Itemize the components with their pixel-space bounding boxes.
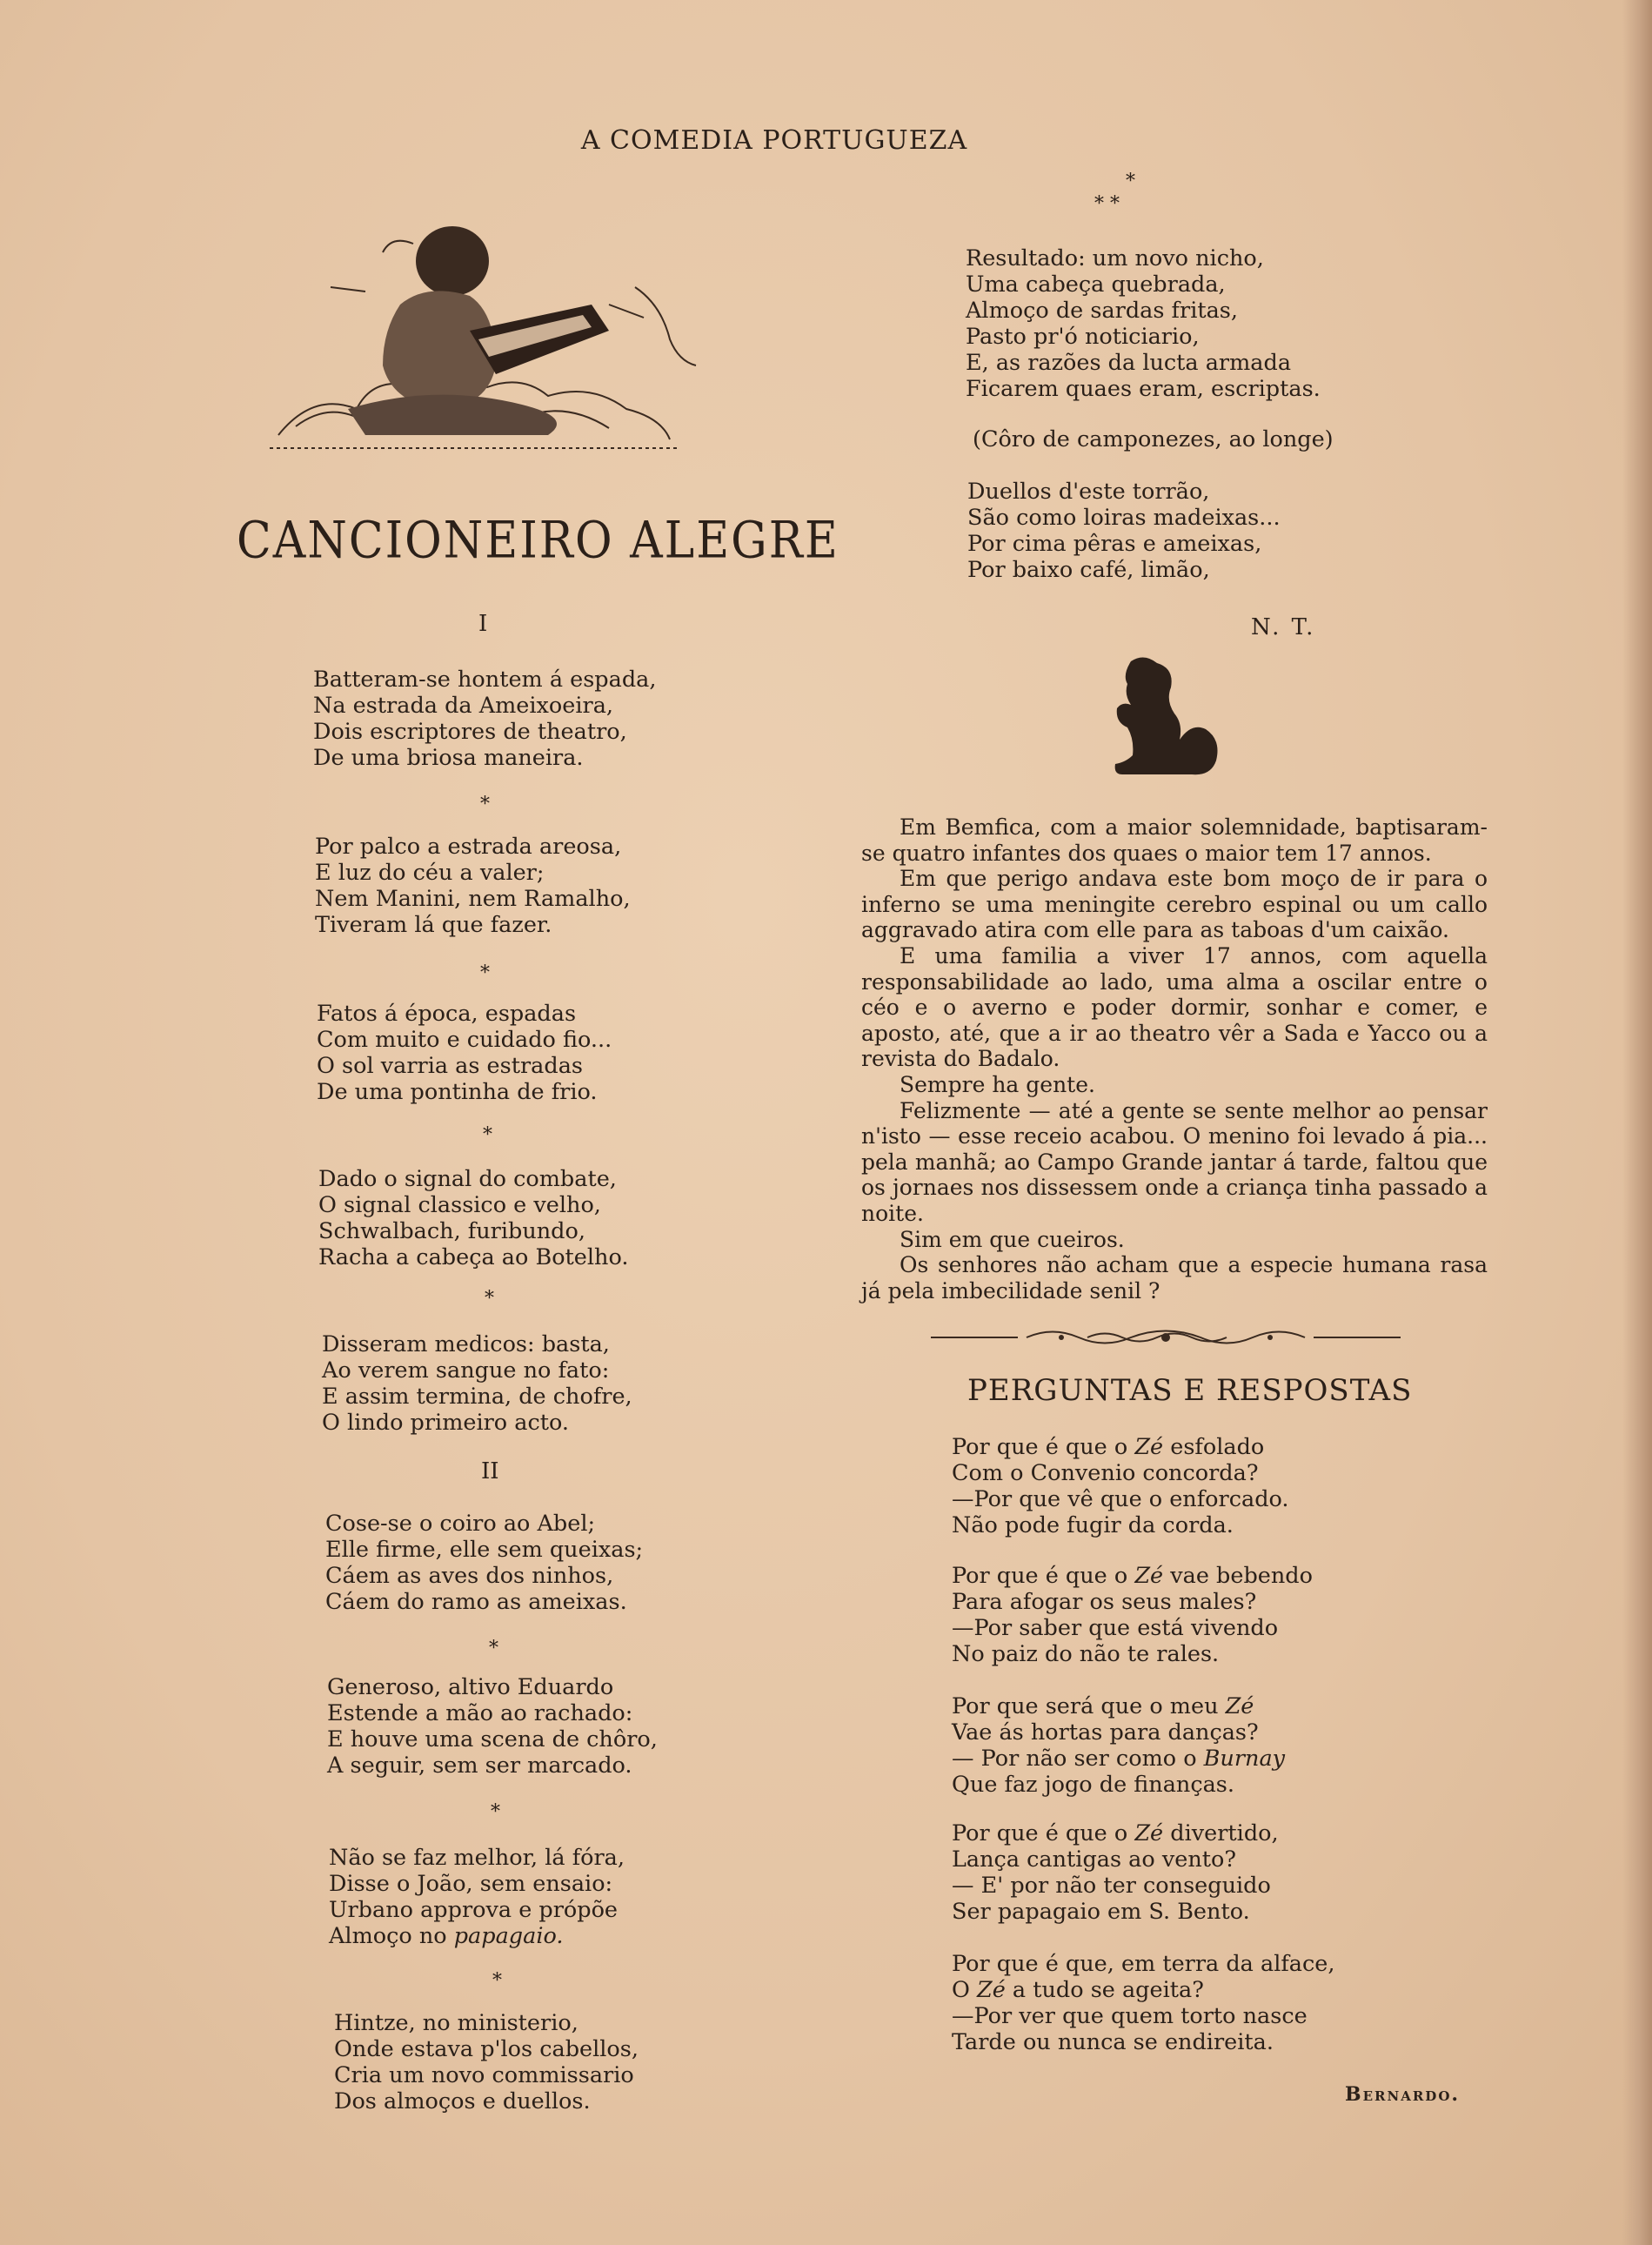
- poem-stanza: Resultado: um novo nicho, Uma cabeça quebrada, Almoço de sardas fritas, Pasto pr'ó noticiario, E, as razões da lucta armada Ficarem quaes eram, escriptas.: [966, 245, 1321, 402]
- poem-stanza: Hintze, no ministerio, Onde estava p'los cabellos, Cria um novo commissario Dos almoços e duellos.: [334, 2010, 639, 2114]
- qa-stanza: Por que será que o meu Zé Vae ás hortas para danças? — Por não ser como o Burnay Que faz jogo de finanças.: [952, 1693, 1286, 1798]
- part-numeral-1: I: [478, 611, 488, 637]
- page-edge-shadow: [1622, 0, 1652, 2245]
- italic-word: Burnay: [1203, 1746, 1286, 1772]
- part-numeral-2: II: [481, 1458, 499, 1484]
- poem-stanza: Por palco a estrada areosa, E luz do céu a valer; Nem Manini, nem Ramalho, Tiveram lá que fazer.: [315, 834, 631, 938]
- italic-word: Zé: [977, 1977, 1006, 2003]
- poem-stanza: Disseram medicos: basta, Ao verem sangue no fato: E assim termina, de chofre, O lindo primeiro acto.: [322, 1331, 632, 1436]
- italic-word: Zé: [1225, 1693, 1254, 1719]
- stanza-separator: * *: [1094, 193, 1120, 215]
- qa-stanza: Por que é que o Zé divertido, Lança cantigas ao vento? — E' por não ter conseguido Ser papagaio em S. Bento.: [952, 1820, 1279, 1925]
- section-title-qa: PERGUNTAS E RESPOSTAS: [967, 1373, 1413, 1408]
- qa-stanza: Por que é que, em terra da alface, O Zé a tudo se ageita? —Por ver que quem torto nasce Tarde ou nunca se endireita.: [952, 1951, 1335, 2055]
- stanza-separator: *: [483, 1124, 492, 1146]
- poem-stanza: Não se faz melhor, lá fóra, Disse o João, sem ensaio: Urbano approva e própõe Almoço no papagaio.: [329, 1845, 625, 1949]
- qa-stanza: Por que é que o Zé vae bebendo Para afogar os seus males? —Por saber que está vivendo No paiz do não te rales.: [952, 1563, 1313, 1667]
- ornamental-divider-icon: [931, 1324, 1401, 1350]
- stanza-separator: *: [480, 794, 490, 815]
- stanza-separator: *: [491, 1801, 500, 1823]
- author-initials: N. T.: [1251, 614, 1316, 640]
- stanza-separator: *: [492, 1970, 502, 1992]
- page-header: A COMEDIA PORTUGUEZA: [580, 125, 968, 156]
- prose-paragraph: Sempre ha gente.: [900, 1071, 1095, 1097]
- squirrel-silhouette-icon: [1096, 653, 1227, 783]
- italic-word: Zé: [1134, 1434, 1164, 1460]
- stanza-separator: *: [1126, 171, 1135, 192]
- stanza-separator: *: [485, 1288, 494, 1310]
- prose-paragraph: Em Bemfica, com a maior solemnidade, baptisaram-se quatro infantes dos quaes o maior tem 17 annos.: [861, 814, 1488, 866]
- news-prose: [861, 814, 1488, 1303]
- poem-stanza: Duellos d'este torrão, São como loiras madeixas... Por cima pêras e ameixas, Por baixo café, limão,: [967, 479, 1281, 583]
- stanza-separator: *: [480, 962, 490, 984]
- prose-paragraph: E uma familia a viver 17 annos, com aquella responsabilidade ao lado, uma alma a oscilar entre o céo e o averno e poder dormir, sonhar e comer, e aposto, até, que a ir ao theatro vêr a Sada e Yacco ou a revista do Badalo.: [861, 942, 1488, 1072]
- section-title: CANCIONEIRO ALEGRE: [237, 512, 839, 571]
- prose-paragraph: Felizmente — até a gente se sente melhor ao pensar n'isto — esse receio acabou. O menino foi levado á pia... pela manhã; ao Campo Grande jantar á tarde, faltou que os jornaes nos dissessem onde a criança tinha passado a noite.: [861, 1097, 1488, 1226]
- author-signature: Bernardo.: [1345, 2083, 1461, 2106]
- italic-word: papagaio.: [453, 1923, 564, 1949]
- chorus-note: (Côro de camponezes, ao longe): [973, 426, 1334, 452]
- poem-stanza: Generoso, altivo Eduardo Estende a mão ao rachado: E houve uma scena de chôro, A seguir, sem ser marcado.: [327, 1674, 658, 1779]
- qa-stanza: Por que é que o Zé esfolado Com o Convenio concorda? —Por que vê que o enforcado. Não pode fugir da corda.: [952, 1434, 1289, 1538]
- poem-stanza: Cose-se o coiro ao Abel; Elle firme, elle sem queixas; Cáem as aves dos ninhos, Cáem do ramo as ameixas.: [325, 1511, 644, 1615]
- prose-paragraph: Sim em que cueiros.: [900, 1226, 1125, 1252]
- poem-stanza: Batteram-se hontem á espada, Na estrada da Ameixoeira, Dois escriptores de theatro, De uma briosa maneira.: [313, 667, 657, 771]
- cherub-reading-book-icon: [261, 200, 713, 461]
- italic-word: Zé: [1134, 1563, 1164, 1589]
- italic-word: Zé: [1134, 1820, 1164, 1846]
- poem-stanza: Fatos á época, espadas Com muito e cuidado fio... O sol varria as estradas De uma pontinha de frio.: [317, 1001, 612, 1105]
- prose-paragraph: Em que perigo andava este bom moço de ir para o inferno se uma meningite cerebro espinal ou um callo aggravado atira com elle para as taboas d'um caixão.: [861, 866, 1488, 943]
- prose-paragraph: Os senhores não acham que a especie humana rasa já pela imbecilidade senil ?: [861, 1252, 1488, 1303]
- poem-stanza: Dado o signal do combate, O signal classico e velho, Schwalbach, furibundo, Racha a cabeça ao Botelho.: [318, 1166, 629, 1270]
- stanza-separator: *: [489, 1638, 498, 1659]
